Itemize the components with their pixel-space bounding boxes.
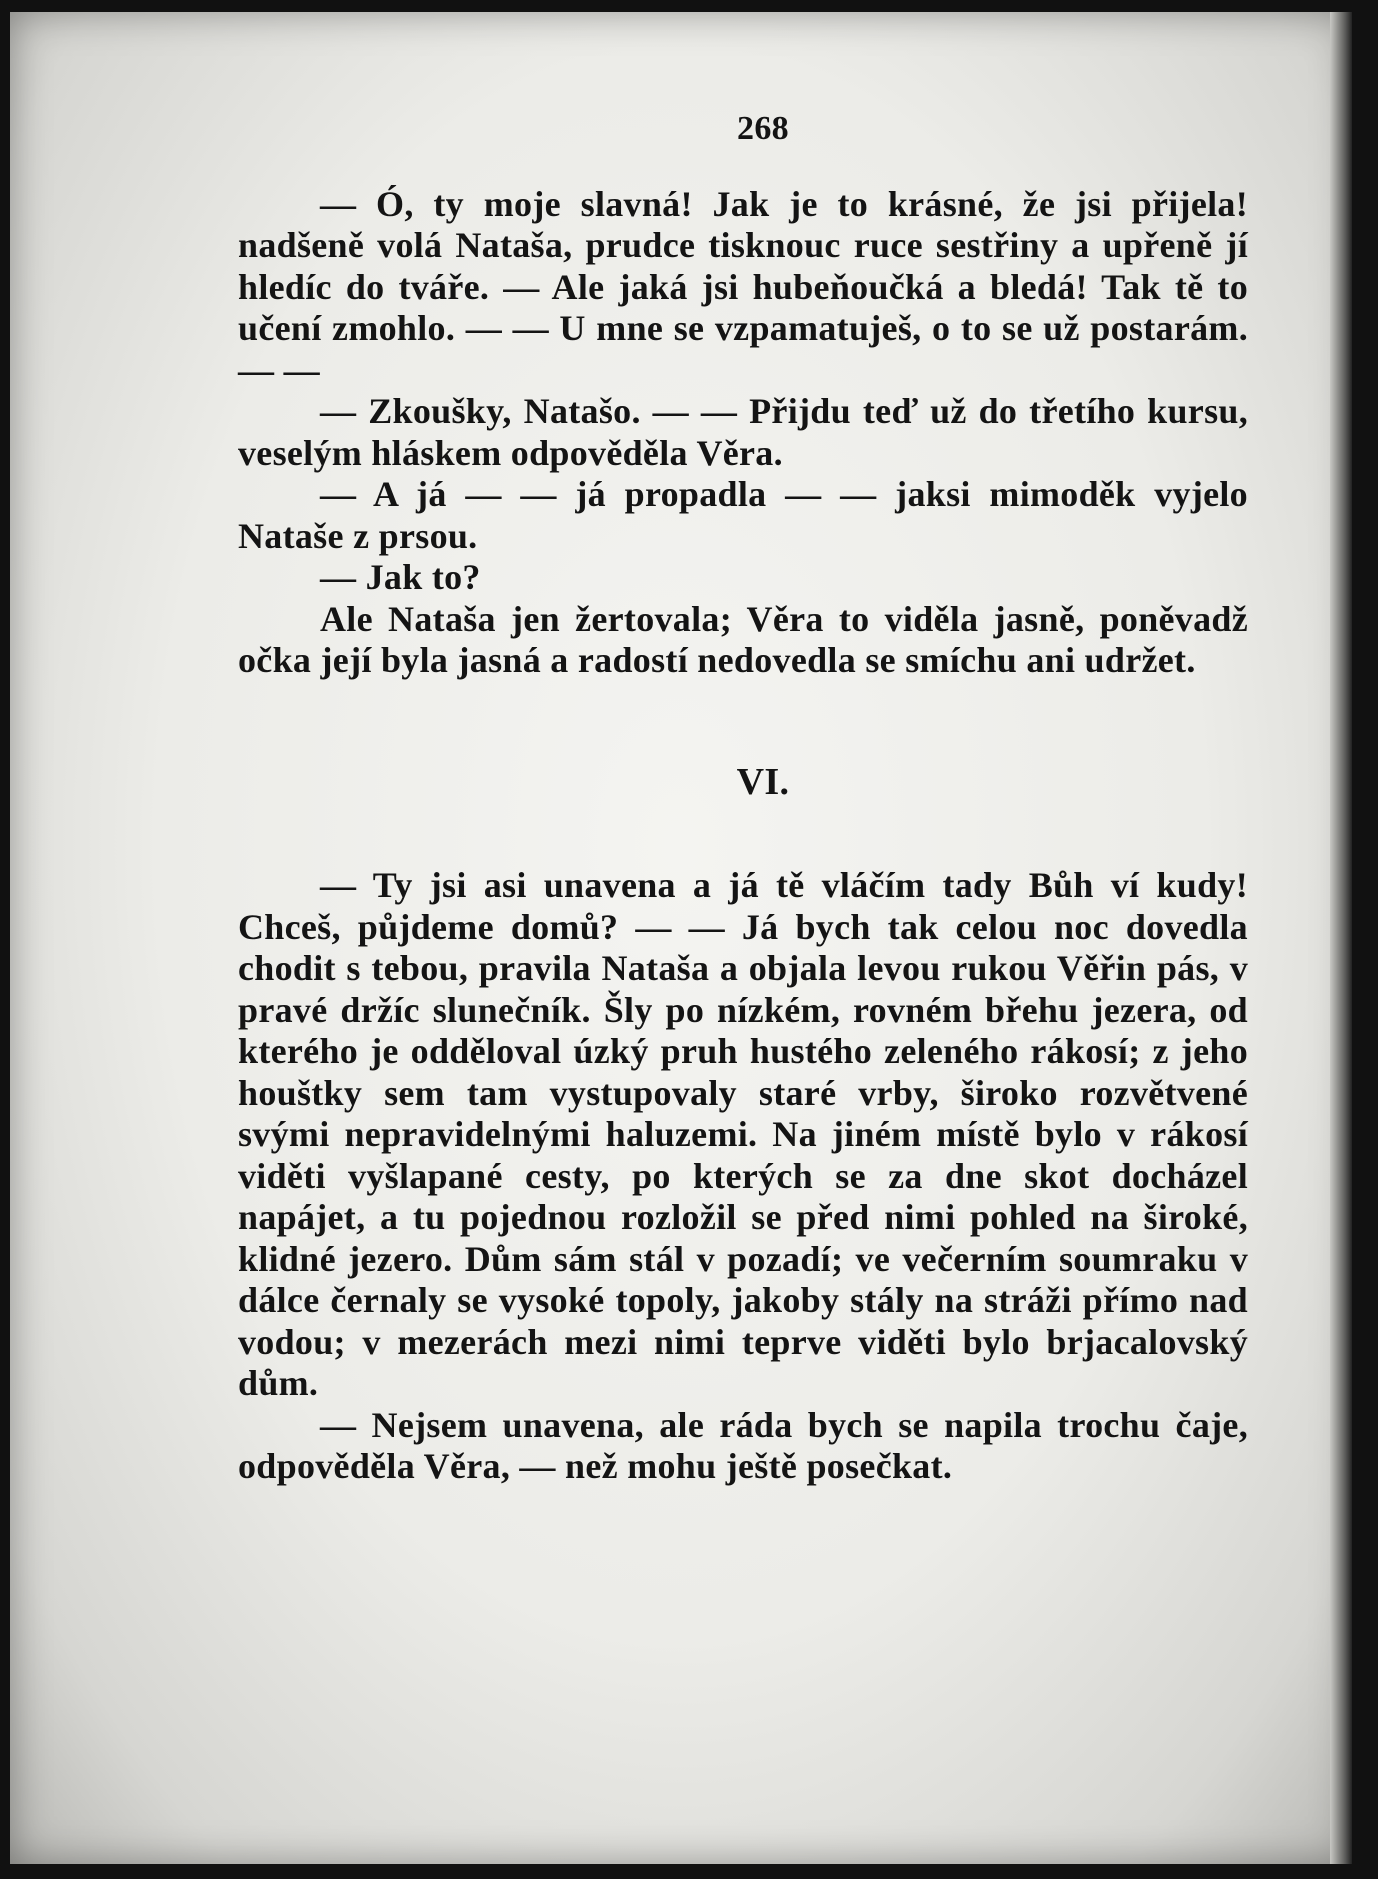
- chapter-heading: VI.: [736, 760, 790, 803]
- paragraph: — Jak to?: [320, 557, 481, 597]
- page-binding-edge: [1330, 12, 1352, 1864]
- paragraph: Ale Nataša jen žertovala; Věra to viděla jasně, poněvadž očka její byla jasná a radostí nedovedla se smíchu ani udržet.: [238, 598, 1248, 680]
- paragraph: — Nejsem unavena, ale ráda bych se napila trochu čaje, odpověděla Věra, — než mohu ještě posečkat.: [238, 1404, 1248, 1486]
- page-number: 268: [737, 110, 789, 147]
- paragraph: — A já — — já propadla — — jaksi mimoděk vyjelo Nataše z prsou.: [238, 474, 1248, 556]
- paragraph: — Zkoušky, Natašo. — — Přijdu teď už do třetího kursu, veselým hláskem odpověděla Věra.: [238, 391, 1248, 473]
- book-page: [10, 12, 1352, 1864]
- paragraph: — Ty jsi asi unavena a já tě vláčím tady Bůh ví kudy! Chceš, půjdeme domů? — — Já bych tak celou noc dovedla chodit s tebou, pravila Nataša a objala levou rukou Věřin pás, v pravé držíc slunečník. Šly po nízkém, rovném břehu jezera, od kterého je odděloval úzký pruh hustého zeleného rákosí; z jeho houštky sem tam vystupovaly staré vrby, široko rozvětvené svými nepravidelnými haluzemi. Na jiném místě bylo v rákosí viděti vyšlapané cesty, po kterých se za dne skot docházel napájet, a tu pojednou rozložil se před nimi pohled na široké, klidné jezero. Dům sám stál v pozadí; ve večerním soumraku v dálce černaly se vysoké topoly, jakoby stály na stráži přímo nad vodou; v mezerách mezi nimi teprve viděti bylo brjacalovský dům.: [238, 865, 1248, 1403]
- page-text-block: [238, 108, 1248, 1488]
- paragraph: — Ó, ty moje slavná! Jak je to krásné, že jsi přijela! nadšeně volá Nataša, prudce tisknouc ruce sestřiny a upřeně jí hledíc do tváře. — Ale jaká jsi hubeňoučká a bledá! Tak tě to učení zmohlo. — — U mne se vzpamatuješ, o to se už postarám. — —: [238, 183, 1248, 390]
